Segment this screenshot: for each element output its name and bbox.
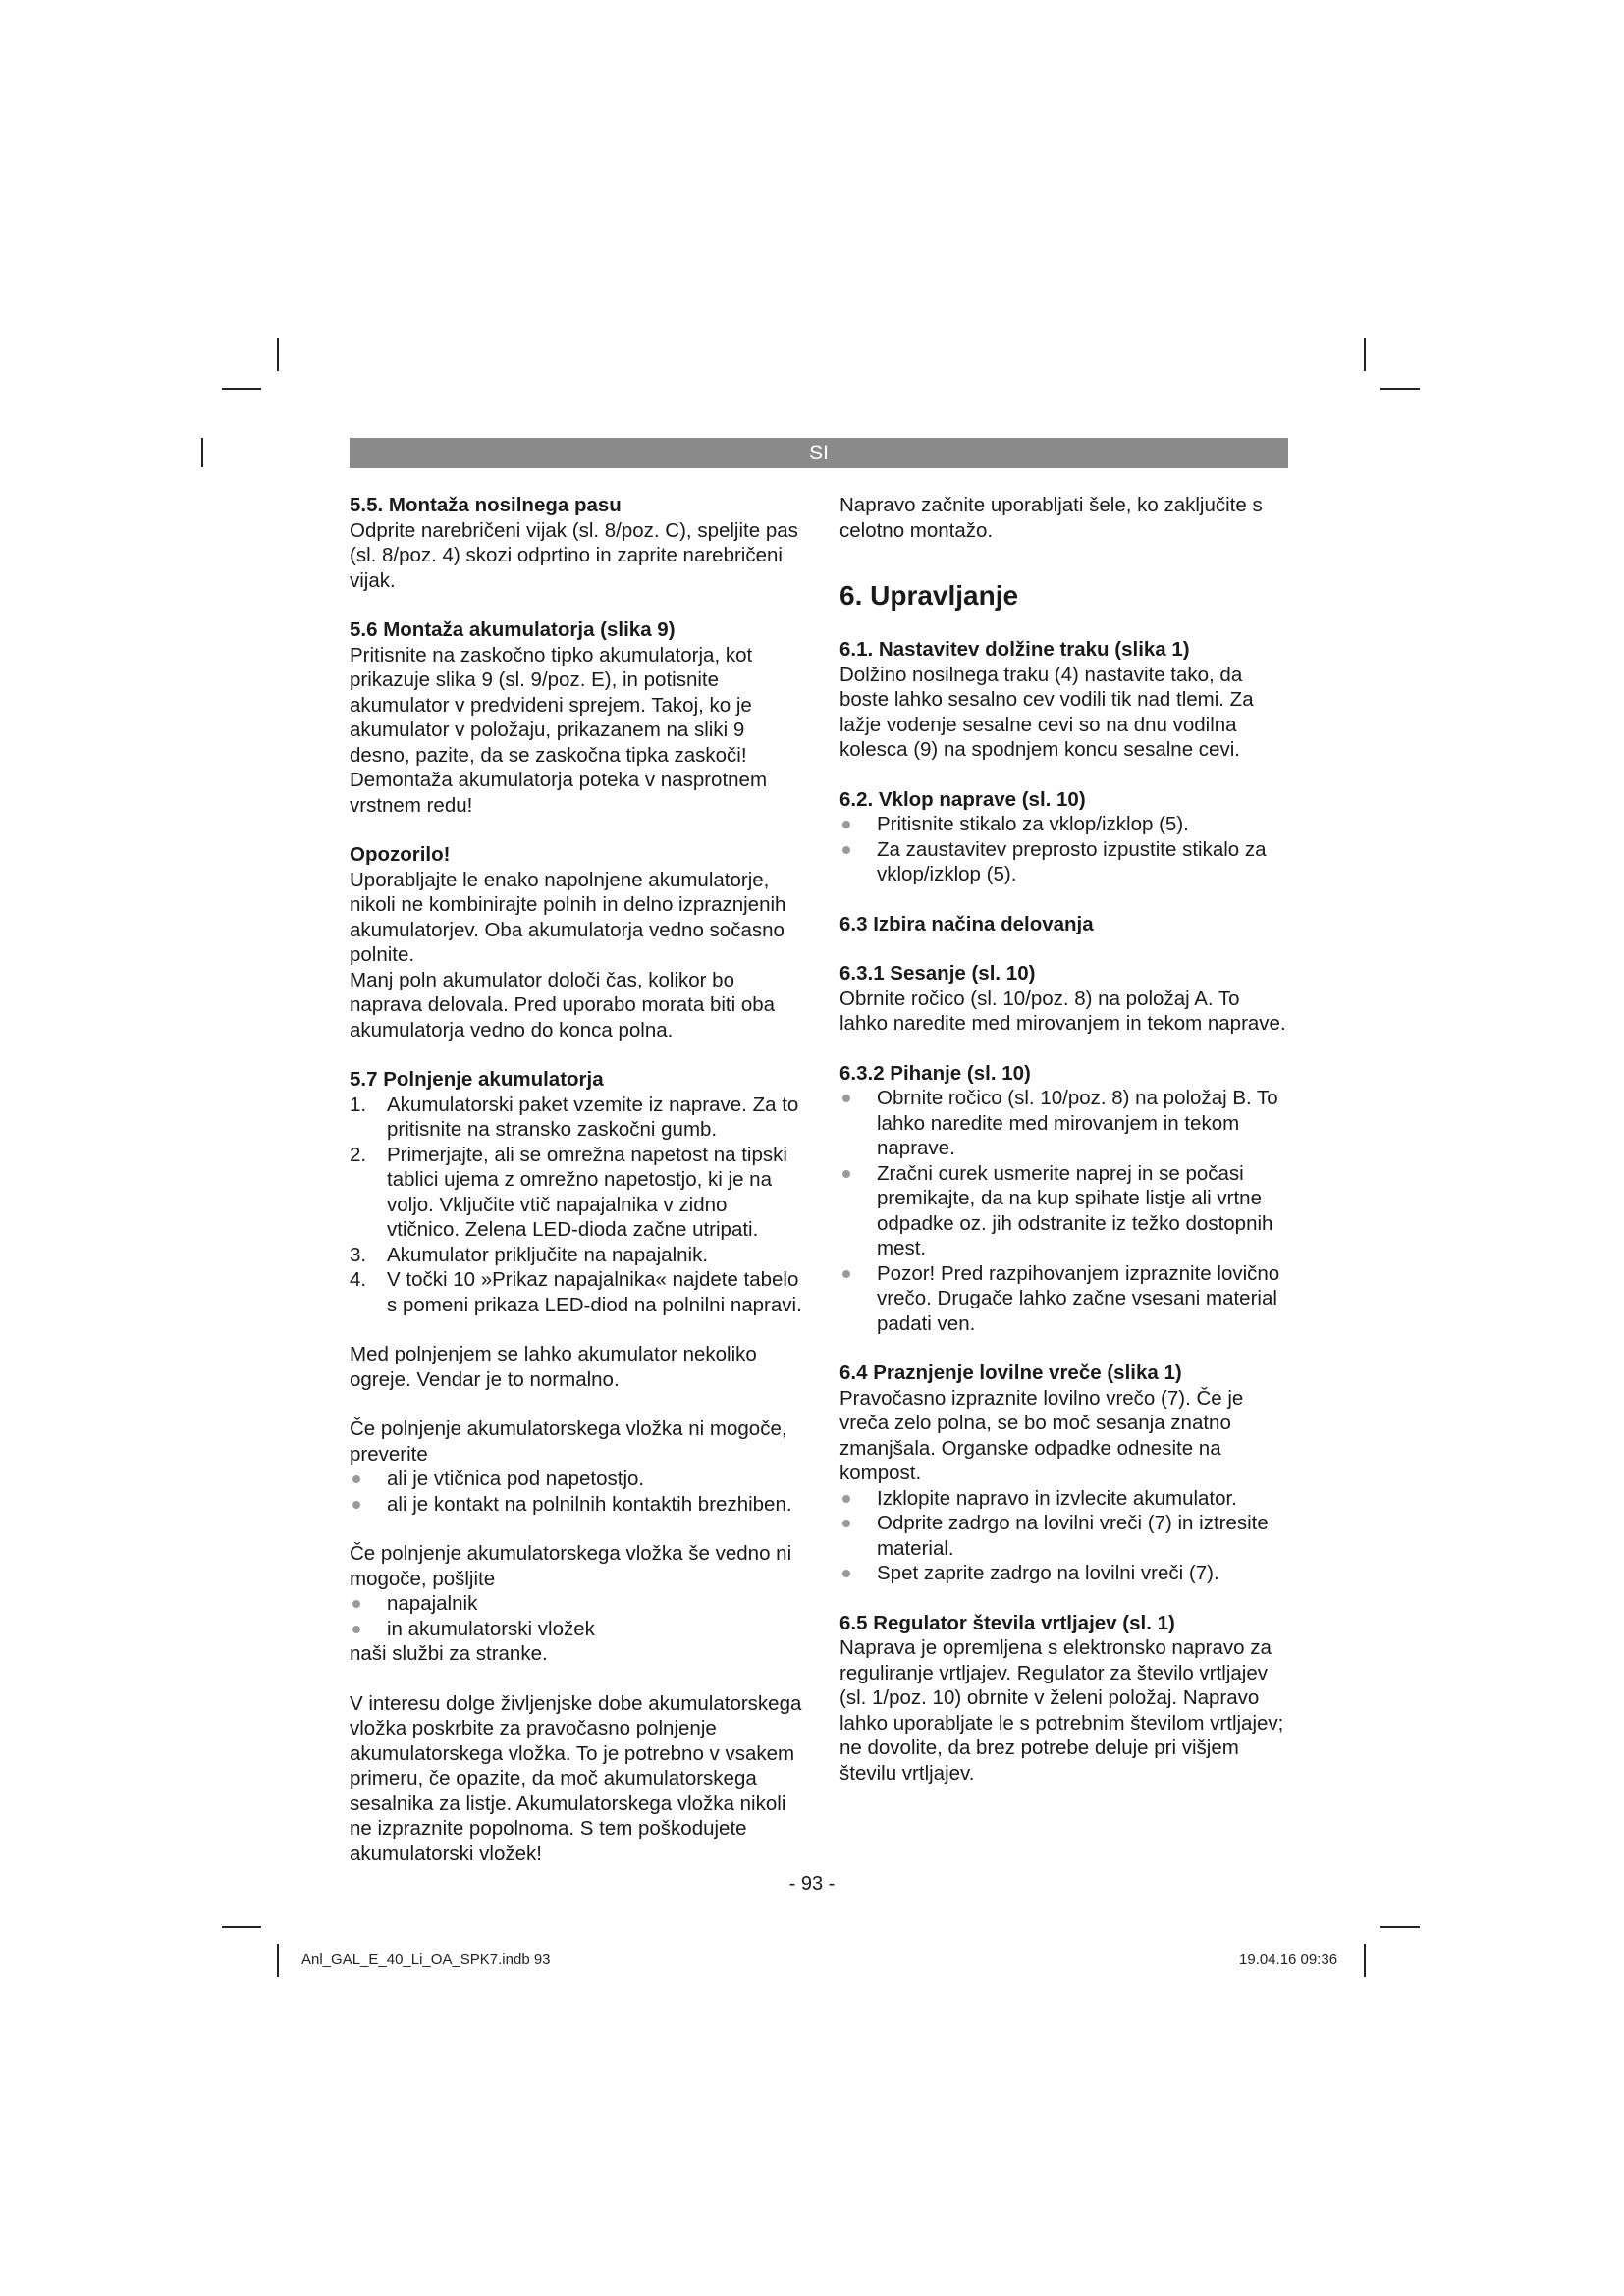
list-item: ali je kontakt na polnilnih kontaktih brezhiben. [350,1492,803,1518]
bullet-icon [842,846,850,854]
bullet-icon [352,1475,360,1483]
bullet-icon [842,821,850,828]
section-title: 6.3 Izbira načina delovanja [839,912,1094,935]
paragraph: Če polnjenje akumulatorskega vložka še vedno ni mogoče, pošljite [350,1542,792,1590]
paragraph: V interesu dolge življenjske dobe akumulatorskega vložka poskrbite za pravočasno polnjenje akumulatorskega vložka. To je potrebno v vsakem primeru, če opazite, da moč akumulatorskega sesalnika za listje. Akumulatorskega vložka nikoli ne izpraznite popolnoma. S tem poškodujete akumulatorski vložek! [350,1691,802,1865]
paragraph: Če polnjenje akumulatorskega vložka ni mogoče, preverite [350,1417,787,1466]
page-number: - 93 - [788,1873,836,1895]
list-item: Pritisnite stikalo za vklop/izklop (5). [839,812,1293,837]
list-item: Odprite zadrgo na lovilni vreči (7) in iztresite material. [839,1511,1293,1561]
list-item: Izklopite napravo in izvlecite akumulator. [839,1486,1293,1512]
section-title: 6.1. Nastavitev dolžine traku (slika 1) [839,638,1190,661]
footer-date: 19.04.16 09:36 [1239,1951,1338,1968]
paragraph: Pritisnite na zaskočno tipko akumulatorja, kot prikazuje slika 9 (sl. 9/poz. E), in potisnite akumulator v predvideni sprejem. Takoj, ko je akumulator v položaju, prikazanem na sliki 9 desno, pazite, da se zaskočna tipka zaskoči! Demontaža akumulatorja poteka v nasprotnem vrstnem redu! [350,643,768,817]
bullet-icon [842,1570,850,1577]
numbered-list [350,1093,803,1318]
list-item: Zračni curek usmerite naprej in se počasi premikajte, da na kup spihate listje ali vrtne odpadke oz. jih odstranite iz težko dostopnih mest. [839,1161,1293,1261]
section-title: 6.3.2 Pihanje (sl. 10) [839,1061,1031,1085]
bullet-icon [842,1520,850,1527]
list-item: ali je vtičnica pod napetostjo. [350,1467,803,1492]
language-header-bar [350,438,1288,468]
section-title: 5.5. Montaža nosilnega pasu [350,494,622,516]
paragraph: Naprava je opremljena s elektronsko napravo za reguliranje vrtljajev. Regulator za število vrtljajev (sl. 1/poz. 10) obrnite v želeni položaj. Napravo lahko uporabljate le s potrebnim številom vrtljajev; ne dovolite, da brez potrebe deluje pri višjem številu vrtljajev. [839,1636,1284,1785]
list-item: in akumulatorski vložek [350,1617,803,1642]
paragraph: Napravo začnite uporabljati šele, ko zaključite s celotno montažo. [839,494,1263,542]
list-item: Obrnite ročico (sl. 10/poz. 8) na položaj B. To lahko naredite med mirovanjem in tekom naprave. [839,1086,1293,1161]
footer-filename: Anl_GAL_E_40_Li_OA_SPK7.indb 93 [301,1951,551,1968]
list-item: 4. V točki 10 »Prikaz napajalnika« najdete tabelo s pomeni prikaza LED-diod na polnilni napravi. [350,1268,802,1316]
list-item: Za zaustavitev preprosto izpustite stikalo za vklop/izklop (5). [839,837,1293,887]
section-title: 6.2. Vklop naprave (sl. 10) [839,787,1086,811]
bullet-icon [352,1501,360,1509]
crop-mark [277,1944,279,1977]
crop-mark [1380,388,1420,390]
section-title: 6.5 Regulator števila vrtljajev (sl. 1) [839,1611,1175,1634]
bullet-list [350,1467,803,1517]
crop-mark [201,438,203,467]
bullet-icon [842,1095,850,1102]
right-column [839,493,1293,1786]
paragraph: Odprite narebričeni vijak (sl. 8/poz. C), speljite pas (sl. 8/poz. 4) skozi odprtino in zaprite narebričeni vijak. [350,518,798,592]
bullet-list [839,1486,1293,1586]
paragraph: Dolžino nosilnega traku (4) nastavite tako, da boste lahko sesalno cev vodili tik nad tlemi. Za lažje vodenje sesalne cevi so na dnu vodilna kolesca (9) na spodnjem koncu sesalne cevi. [839,663,1254,761]
list-item: 1. Akumulatorski paket vzemite iz naprave. Za to pritisnite na stransko zaskočni gumb. [350,1093,799,1141]
list-item: Spet zaprite zadrgo na lovilni vreči (7). [839,1561,1293,1586]
section-title: 6.3.1 Sesanje (sl. 10) [839,962,1036,985]
crop-mark [277,338,279,371]
paragraph: Med polnjenjem se lahko akumulator nekoliko ogreje. Vendar je to normalno. [350,1343,757,1391]
warning-title: Opozorilo! [350,843,451,866]
paragraph: naši službi za stranke. [350,1642,548,1665]
paragraph: Obrnite ročico (sl. 10/poz. 8) na položaj A. To lahko naredite med mirovanjem in tekom naprave. [839,987,1286,1035]
section-title: 6.4 Praznjenje lovilne vreče (slika 1) [839,1362,1182,1384]
crop-mark [1364,338,1366,371]
paragraph: Pravočasno izpraznite lovilno vrečo (7). Če je vreča zelo polna, se bo moč sesanja znatno zmanjšala. Organske odpadke odnesite na kompost. [839,1386,1244,1484]
paragraph: Manj poln akumulator določi čas, kolikor bo naprava delovala. Pred uporabo morata biti oba akumulatorja vedno do konca polna. [350,968,776,1041]
chapter-title: 6. Upravljanje [839,580,1019,611]
list-item: Pozor! Pred razpihovanjem izpraznite lovično vrečo. Drugače lahko začne vsesani material padati ven. [839,1261,1293,1337]
bullet-list [350,1591,803,1641]
section-title: 5.7 Polnjenje akumulatorja [350,1068,604,1091]
bullet-list [839,812,1293,887]
language-code: SI [809,442,829,464]
left-column [350,493,803,1866]
bullet-icon [842,1270,850,1278]
crop-mark [1364,1944,1366,1977]
paragraph: Uporabljajte le enako napolnjene akumulatorje, nikoli ne kombinirajte polnih in delno izpraznjenih akumulatorjev. Oba akumulatorja vedno sočasno polnite. [350,868,786,966]
bullet-icon [352,1626,360,1633]
bullet-list [839,1086,1293,1336]
crop-mark [222,388,261,390]
list-item: 2. Primerjajte, ali se omrežna napetost na tipski tablici ujema z omrežno napetostjo, ki je na voljo. Vključite vtič napajalnika v zidno vtičnico. Zelena LED-dioda začne utripati. [350,1143,787,1241]
list-item: napajalnik [350,1591,803,1617]
bullet-icon [842,1170,850,1178]
crop-mark [1380,1926,1420,1928]
crop-mark [222,1926,261,1928]
list-item: 3. Akumulator priključite na napajalnik. [350,1243,709,1266]
section-title: 5.6 Montaža akumulatorja (slika 9) [350,618,676,641]
bullet-icon [352,1600,360,1608]
bullet-icon [842,1495,850,1503]
